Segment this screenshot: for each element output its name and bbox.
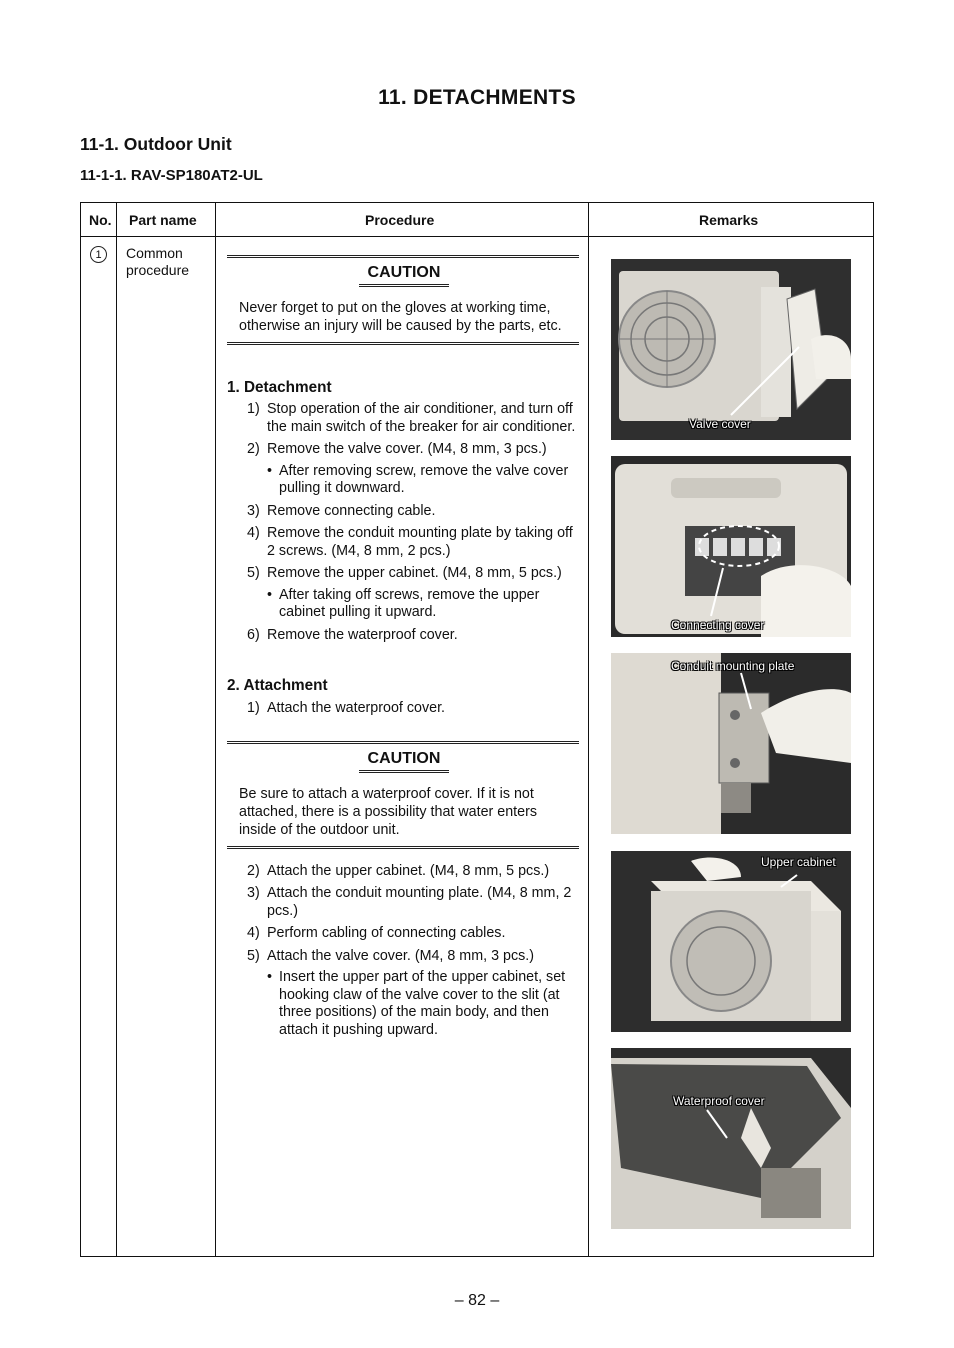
list-item: 3) Attach the conduit mounting plate. (M4, 8 mm, 2 pcs.) <box>247 885 572 919</box>
caution-box <box>227 255 579 345</box>
list-item: 4) Perform cabling of connecting cables. <box>247 925 506 941</box>
caution-text: Never forget to put on the gloves at working time, otherwise an injury will be caused by the parts, etc. <box>239 299 562 334</box>
list-item: 2) Remove the valve cover. (M4, 8 mm, 3 pcs.) <box>247 441 547 457</box>
photo-label: Valve cover <box>689 417 751 431</box>
list-item: 5) Attach the valve cover. (M4, 8 mm, 3 pcs.) <box>247 947 534 964</box>
procedure-cell <box>227 245 579 1039</box>
column-divider <box>215 203 216 1256</box>
detachment-table <box>80 202 874 1257</box>
attachment-steps <box>227 863 579 1040</box>
page-number: – 82 – <box>454 1292 500 1309</box>
column-divider <box>588 203 589 1256</box>
photo-upper-cabinet <box>611 851 851 1032</box>
caution-text: Be sure to attach a waterproof cover. If it is not attached, there is a possibility that water enters inside of the outdoor unit. <box>239 785 538 838</box>
list-item: 2) Attach the upper cabinet. (M4, 8 mm, 5 pcs.) <box>247 862 550 879</box>
photo-valve-cover <box>611 259 851 440</box>
detachment-steps <box>227 401 579 644</box>
photo-label: Connecting cover <box>671 618 765 632</box>
list-item: • Insert the upper part of the upper cabinet, set hooking claw of the valve cover to the slit (at three positions) of the main body, and then attach it pushing upward. <box>267 969 566 1038</box>
photo-waterproof-cover <box>611 1048 851 1229</box>
part-name: Common procedure <box>126 245 190 278</box>
list-item: 4) Remove the conduit mounting plate by taking off 2 screws. (M4, 8 mm, 2 pcs.) <box>247 525 573 559</box>
photo-connecting-cover <box>611 456 851 637</box>
list-item: 3) Remove connecting cable. <box>247 502 436 519</box>
header-no: No. <box>89 211 112 228</box>
caution-box <box>227 741 579 849</box>
header-procedure: Procedure <box>365 211 435 228</box>
header-part-name: Part name <box>129 211 197 228</box>
caution-title: CAUTION <box>359 264 449 287</box>
caution-title: CAUTION <box>359 750 449 773</box>
photo-label: Upper cabinet <box>761 855 836 869</box>
column-divider <box>116 203 117 1256</box>
list-item: • After taking off screws, remove the upper cabinet pulling it upward. <box>267 586 540 620</box>
detachment-heading: 1. Detachment <box>227 378 332 396</box>
page-title: 11. DETACHMENTS <box>378 86 576 109</box>
header-divider <box>81 236 873 237</box>
list-item: 1) Stop operation of the air conditioner, and turn off the main switch of the breaker for air conditioner. <box>247 401 576 435</box>
list-item: 6) Remove the waterproof cover. <box>247 626 458 643</box>
section-title: 11-1. Outdoor Unit <box>80 134 232 154</box>
attachment-heading: 2. Attachment <box>227 677 328 694</box>
list-item: 1) Attach the waterproof cover. <box>247 699 446 716</box>
photo-label: Conduit mounting plate <box>671 659 795 673</box>
list-item: • After removing screw, remove the valve cover pulling it downward. <box>267 462 569 496</box>
row-number: 1 <box>90 246 107 263</box>
photo-label: Waterproof cover <box>673 1094 765 1108</box>
header-remarks: Remarks <box>699 211 759 228</box>
list-item: 5) Remove the upper cabinet. (M4, 8 mm, 5 pcs.) <box>247 565 562 581</box>
subsection-title: 11-1-1. RAV-SP180AT2-UL <box>80 167 263 184</box>
photo-conduit-mounting-plate <box>611 653 851 834</box>
